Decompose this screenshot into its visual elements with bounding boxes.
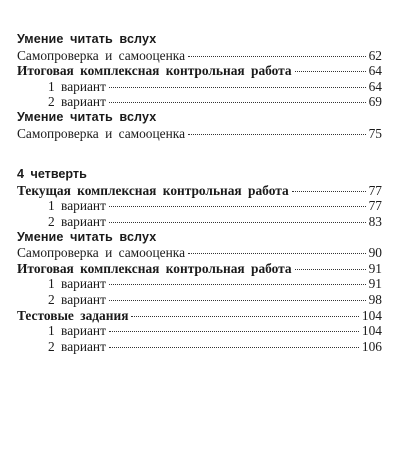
dot-leader: [131, 315, 358, 317]
toc-entry: [17, 323, 382, 339]
toc-entry: [17, 308, 382, 324]
dot-leader: [188, 133, 366, 135]
toc-entry: [17, 183, 382, 199]
dot-leader: [109, 299, 366, 301]
dot-leader: [109, 346, 359, 348]
toc-entry-label: Самопроверка и самооценка: [17, 47, 186, 63]
toc-page-number: 104: [361, 323, 382, 339]
toc-page-number: 75: [368, 125, 382, 141]
toc-page-number: 69: [368, 94, 382, 110]
toc-entry-label: 2 вариант: [48, 94, 106, 110]
dot-leader: [109, 221, 366, 223]
toc-entry-label: Самопроверка и самооценка: [17, 245, 186, 261]
toc-heading: [17, 230, 382, 246]
table-of-contents: [17, 32, 382, 354]
dot-leader: [188, 252, 366, 254]
toc-page-number: 98: [368, 291, 382, 307]
dot-leader: [295, 70, 366, 72]
dot-leader: [109, 283, 366, 285]
toc-entry-label: 1 вариант: [48, 323, 106, 339]
toc-entry: [17, 126, 382, 142]
toc-entry: [17, 292, 382, 308]
dot-leader: [109, 86, 366, 88]
toc-page-number: 77: [368, 198, 382, 214]
toc-page-number: 83: [368, 213, 382, 229]
toc-entry: [17, 261, 382, 277]
dot-leader: [109, 205, 366, 207]
toc-section-title: [17, 167, 382, 183]
toc-page-number: 77: [368, 182, 382, 198]
dot-leader: [295, 268, 366, 270]
dot-leader: [109, 101, 366, 103]
toc-entry: [17, 198, 382, 214]
toc-entry: [17, 79, 382, 95]
toc-heading-label: Умение читать вслух: [17, 32, 157, 46]
toc-entry-label: Итоговая комплексная контрольная работа: [17, 260, 292, 276]
toc-entry-label: Текущая комплексная контрольная работа: [17, 182, 289, 198]
toc-entry: [17, 276, 382, 292]
toc-entry: [17, 339, 382, 355]
toc-entry: [17, 63, 382, 79]
toc-page-number: 104: [361, 307, 382, 323]
toc-heading: [17, 110, 382, 126]
toc-entry: [17, 214, 382, 230]
toc-page-number: 64: [368, 63, 382, 79]
toc-page-number: 90: [368, 245, 382, 261]
dot-leader: [109, 330, 359, 332]
dot-leader: [188, 55, 366, 57]
toc-entry-label: Итоговая комплексная контрольная работа: [17, 63, 292, 79]
toc-entry-label: Самопроверка и самооценка: [17, 125, 186, 141]
toc-entry: [17, 94, 382, 110]
toc-entry-label: 2 вариант: [48, 338, 106, 354]
toc-entry: [17, 245, 382, 261]
toc-entry-label: 2 вариант: [48, 213, 106, 229]
toc-page-number: 91: [368, 260, 382, 276]
section-gap: [17, 141, 382, 167]
toc-page-number: 91: [368, 276, 382, 292]
toc-entry-label: 1 вариант: [48, 198, 106, 214]
toc-heading-label: Умение читать вслух: [17, 229, 157, 244]
toc-entry: [17, 48, 382, 64]
toc-entry-label: 2 вариант: [48, 291, 106, 307]
dot-leader: [292, 190, 366, 192]
toc-heading: [17, 32, 382, 48]
toc-page-number: 62: [368, 47, 382, 63]
toc-entry-label: Тестовые задания: [17, 307, 129, 323]
toc-page-number: 64: [368, 78, 382, 94]
toc-entry-label: 1 вариант: [48, 276, 106, 292]
toc-heading-label: Умение читать вслух: [17, 109, 157, 124]
toc-entry-label: 1 вариант: [48, 78, 106, 94]
toc-section-label: 4 четверть: [17, 167, 87, 182]
toc-page-number: 106: [361, 338, 382, 354]
